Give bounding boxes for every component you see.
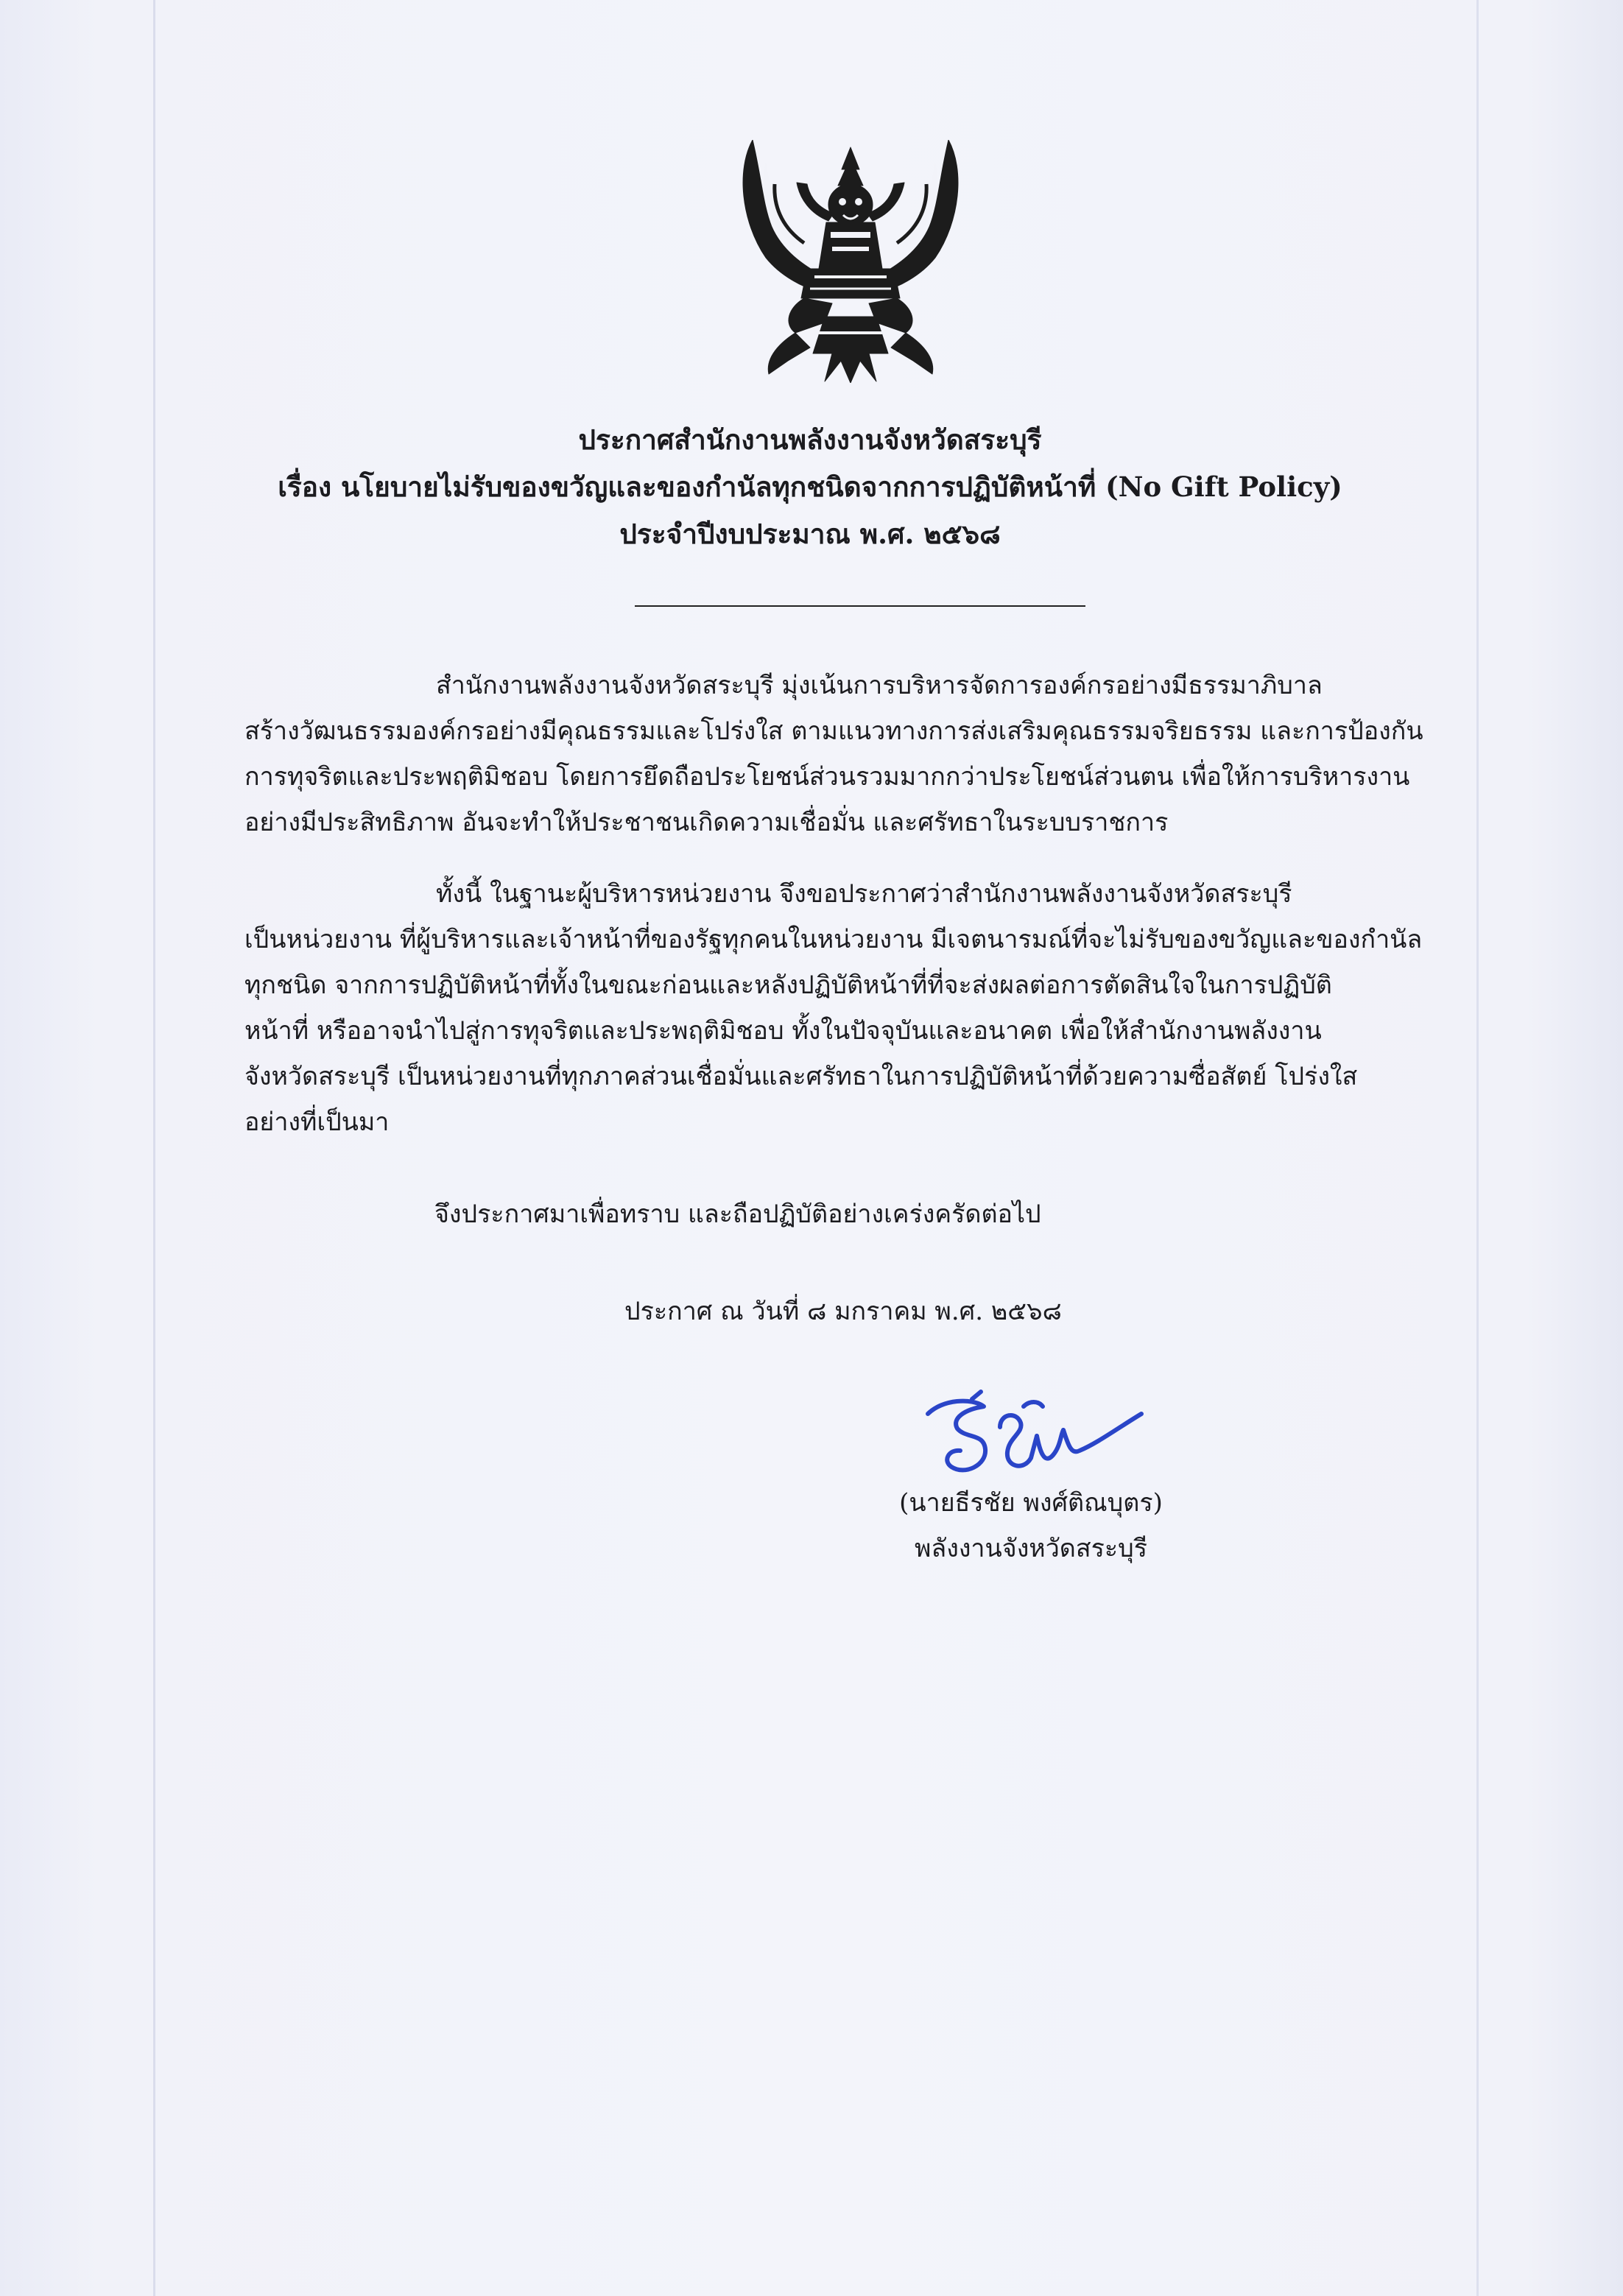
scan-edge-right (1476, 0, 1479, 2296)
paragraph-2-line: เป็นหน่วยงาน ที่ผู้บริหารและเจ้าหน้าที่ของรัฐทุกคนในหน่วยงาน มีเจตนารมณ์ที่จะไม่รับของขวัญและของกำนัล (244, 925, 1423, 954)
paragraph-2 (244, 871, 1476, 1145)
paragraph-1-line: การทุจริตและประพฤติมิชอบ โดยการยึดถือประโยชน์ส่วนรวมมากกว่าประโยชน์ส่วนตน เพื่อให้การบริหารงาน (244, 762, 1410, 792)
paragraph-2-line: หน้าที่ หรืออาจนำไปสู่การทุจริตและประพฤติมิชอบ ทั้งในปัจจุบันและอนาคต เพื่อให้สำนักงานพลังงาน (244, 1016, 1322, 1046)
heading-line-2: เรื่อง นโยบายไม่รับของขวัญและของกำนัลทุกชนิดจากการปฏิบัติหน้าที่ (No Gift Policy) (278, 471, 1342, 503)
announcement-date: ประกาศ ณ วันที่ ๘ มกราคม พ.ศ. ๒๕๖๘ (624, 1297, 1062, 1326)
announcement-heading (221, 416, 1399, 557)
handwritten-signature (913, 1384, 1149, 1495)
paragraph-2-line: ทุกชนิด จากการปฏิบัติหน้าที่ทั้งในขณะก่อนและหลังปฏิบัติหน้าที่ที่จะส่งผลต่อการตัดสินใจในการปฏิบัติ (244, 971, 1332, 1000)
paragraph-1-line: สำนักงานพลังงานจังหวัดสระบุรี มุ่งเน้นการบริหารจัดการองค์กรอย่างมีธรรมาภิบาล (436, 671, 1323, 700)
heading-line-3: ประจำปีงบประมาณ พ.ศ. ๒๕๖๘ (619, 518, 1001, 550)
paragraph-1-line: อย่างมีประสิทธิภาพ อันจะทำให้ประชาชนเกิดความเชื่อมั่น และศรัทธาในระบบราชการ (244, 808, 1169, 837)
signer-name: (นายธีรชัย พงศ์ติณบุตร) (899, 1488, 1163, 1518)
paragraph-2-line: จังหวัดสระบุรี เป็นหน่วยงานที่ทุกภาคส่วนเชื่อมั่นและศรัทธาในการปฏิบัติหน้าที่ด้วยความซื่อสัตย์ โปร่งใส (244, 1062, 1358, 1091)
paragraph-2-line: ทั้งนี้ ในฐานะผู้บริหารหน่วยงาน จึงขอประกาศว่าสำนักงานพลังงานจังหวัดสระบุรี (436, 879, 1292, 909)
closing-statement: จึงประกาศมาเพื่อทราบ และถือปฏิบัติอย่างเคร่งครัดต่อไป (434, 1200, 1041, 1229)
garuda-emblem-icon (736, 140, 965, 383)
heading-divider (635, 605, 1085, 607)
paragraph-2-line: อย่างที่เป็นมา (244, 1107, 390, 1137)
paragraph-1 (244, 663, 1476, 845)
signer-title: พลังงานจังหวัดสระบุรี (914, 1534, 1147, 1563)
heading-line-1: ประกาศสำนักงานพลังงานจังหวัดสระบุรี (578, 423, 1042, 456)
paragraph-1-line: สร้างวัฒนธรรมองค์กรอย่างมีคุณธรรมและโปร่งใส ตามแนวทางการส่งเสริมคุณธรรมจริยธรรม และการป้องกัน (244, 716, 1423, 746)
scan-edge-left (153, 0, 155, 2296)
